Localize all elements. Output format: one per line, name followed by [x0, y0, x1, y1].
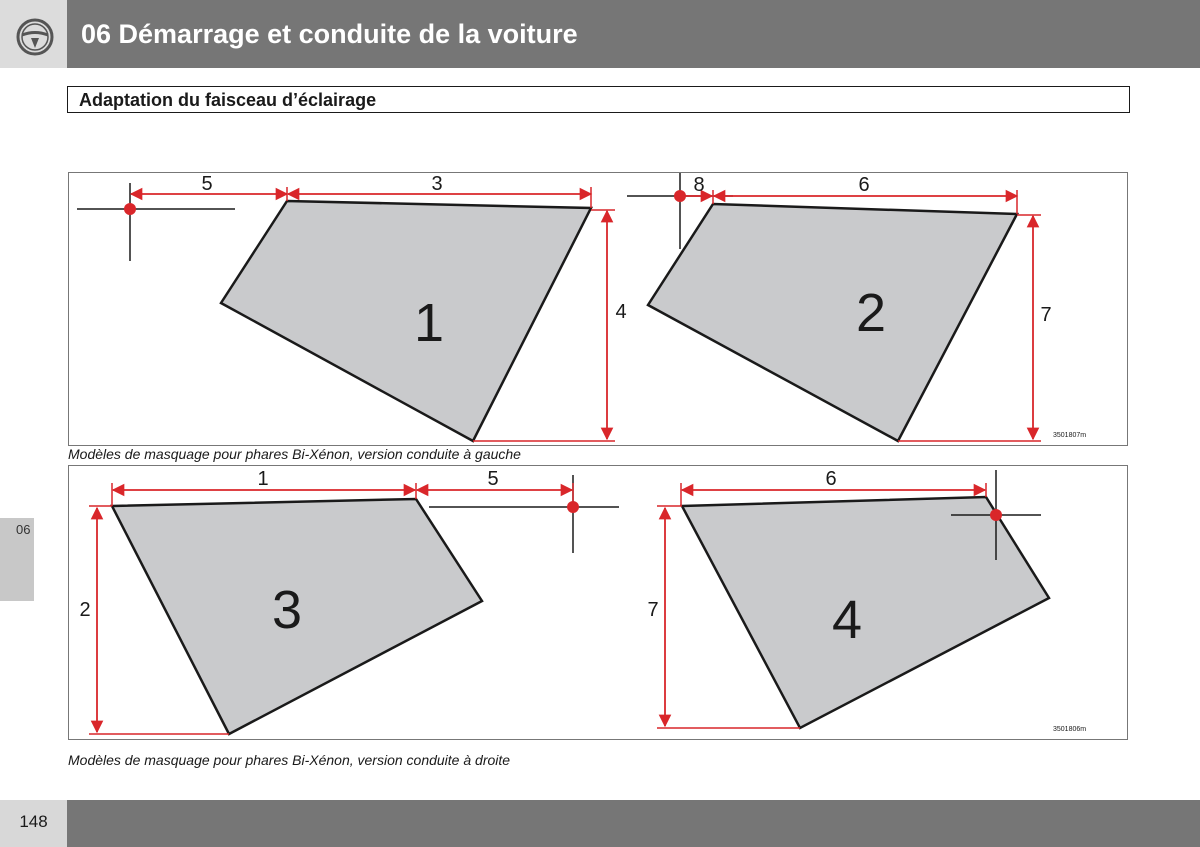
dimension-label-8: 8 [693, 174, 705, 196]
dimension-label-2: 2 [79, 599, 91, 621]
steering-wheel-icon [0, 0, 67, 68]
shape-label-3: 3 [271, 580, 303, 640]
image-code: 3501807m [1053, 432, 1087, 439]
mask-shape-1 [221, 201, 591, 441]
figure-caption-rhd: Modèles de masquage pour phares Bi-Xénon, version conduite à droite [68, 752, 511, 768]
reference-marker-1 [124, 203, 136, 215]
header-icon-box [0, 0, 67, 68]
page-number: 148 [19, 812, 48, 831]
figure-left-hand-drive [68, 172, 1128, 446]
dimension-label-4: 4 [615, 301, 627, 323]
dimension-label-5: 5 [201, 173, 213, 195]
footer-bar [67, 800, 1200, 847]
reference-marker-3 [567, 501, 579, 513]
page-title: 06 Démarrage et conduite de la voiture [81, 19, 578, 49]
shape-label-2: 2 [855, 283, 887, 343]
mask-shape-4 [682, 497, 1049, 728]
chapter-side-tab [0, 518, 34, 601]
header-bar [67, 0, 1200, 68]
reference-marker-4 [990, 509, 1002, 521]
shape-label-1: 1 [413, 293, 445, 353]
chapter-tab-label: 06 [16, 522, 31, 537]
mask-shape-2 [648, 204, 1017, 441]
dimension-label-6: 6 [858, 174, 870, 196]
figure-caption-lhd: Modèles de masquage pour phares Bi-Xénon, version conduite à gauche [68, 446, 521, 462]
dimension-label-7: 7 [1040, 304, 1052, 326]
dimension-label-1: 1 [257, 468, 269, 490]
dimension-label-6: 6 [825, 468, 837, 490]
image-code: 3501806m [1053, 726, 1087, 733]
footer-page-box [0, 800, 67, 847]
dimension-label-5: 5 [487, 468, 499, 490]
dimension-label-3: 3 [431, 173, 443, 195]
shape-label-4: 4 [831, 590, 863, 650]
section-heading-box [67, 86, 1130, 113]
section-title: Adaptation du faisceau d’éclairage [79, 90, 377, 110]
dimension-label-7: 7 [647, 599, 659, 621]
masking-diagram-lhd [69, 173, 1129, 447]
figure-right-hand-drive [68, 465, 1128, 740]
masking-diagram-rhd [69, 466, 1129, 741]
